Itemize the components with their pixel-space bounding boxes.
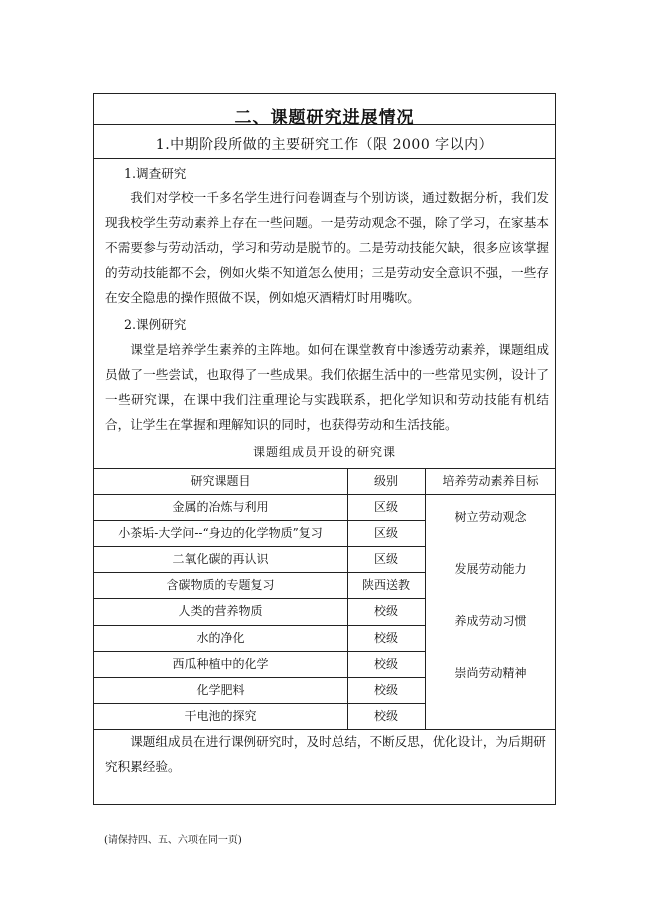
- goal-label: 崇尚劳动精神: [454, 666, 527, 680]
- survey-paragraph: [105, 185, 549, 310]
- row-topic: 西瓜种植中的化学: [172, 656, 269, 671]
- row-level: 区级: [373, 500, 398, 514]
- sub-title: 1.中期阶段所做的主要研究工作（限 2000 字以内）: [155, 137, 494, 153]
- row-topic: 人类的营养物质: [178, 604, 263, 619]
- cases-heading: 2.课例研究: [124, 317, 187, 332]
- row-level: 校级: [373, 604, 398, 619]
- closing-paragraph: [105, 729, 549, 779]
- row-topic: 金属的冶炼与利用: [172, 500, 269, 514]
- divider: [94, 124, 555, 125]
- closing-text: 课题组成员在进行课例研究时，及时总结，不断反思，优化设计，为后期研究积累经验。: [105, 734, 546, 774]
- row-topic: 水的净化: [196, 630, 245, 645]
- row-topic: 含碳物质的专题复习: [166, 578, 275, 593]
- goal-label: 树立劳动观念: [454, 510, 527, 524]
- survey-heading: 1.调查研究: [124, 166, 187, 181]
- row-level: 校级: [373, 630, 398, 645]
- header-level: 级别: [373, 474, 398, 488]
- row-topic: 小茶垢-大学问--“身边的化学物质”复习: [118, 526, 323, 541]
- lessons-table: [94, 468, 556, 729]
- row-level: 陕西送教: [361, 578, 410, 593]
- survey-text: 我们对学校一千多名学生进行问卷调查与个别访谈，通过数据分析，我们发现我校学生劳动素养上存在一些问题。一是劳动观念不强，除了学习，在家基本不需要参与劳动活动，学习和劳动是脱节的。二是劳动技能欠缺，很多应该掌握的劳动技能都不会，例如火柴不知道怎么使用；三是劳动安全意识不强，一些存在安全隐患的操作照做不误，例如熄灭酒精灯时用嘴吹。: [105, 190, 549, 305]
- progress-form: [93, 93, 556, 805]
- row-topic: 干电池的探究: [184, 708, 257, 723]
- table-caption: 课题组成员开设的研究课: [252, 445, 396, 459]
- row-topic: 化学肥料: [196, 682, 245, 697]
- header-topic: 研究课题目: [190, 474, 251, 488]
- row-level: 校级: [373, 682, 398, 697]
- header-goal: 培养劳动素养目标: [442, 474, 539, 488]
- cases-text: 课堂是培养学生素养的主阵地。如何在课堂教育中渗透劳动素养，课题组成员做了一些尝试，也取得了一些成果。我们依据生活中的一些常见实例，设计了一些研究课，在课中我们注重理论与实践联系，把化学知识和劳动技能有机结合，让学生在掌握和理解知识的同时，也获得劳动和生活技能。: [105, 342, 549, 432]
- footnote: (请保持四、五、六项在同一页): [104, 835, 242, 846]
- row-level: 校级: [373, 708, 398, 723]
- row-level: 校级: [373, 656, 398, 671]
- goal-label: 发展劳动能力: [454, 562, 527, 576]
- row-level: 区级: [373, 526, 398, 541]
- cases-paragraph: [105, 337, 549, 437]
- row-topic: 二氧化碳的再认识: [172, 552, 269, 567]
- divider: [94, 158, 555, 159]
- section-title: 二、课题研究进展情况: [234, 108, 415, 128]
- row-level: 区级: [373, 552, 398, 567]
- goal-label: 养成劳动习惯: [454, 614, 527, 628]
